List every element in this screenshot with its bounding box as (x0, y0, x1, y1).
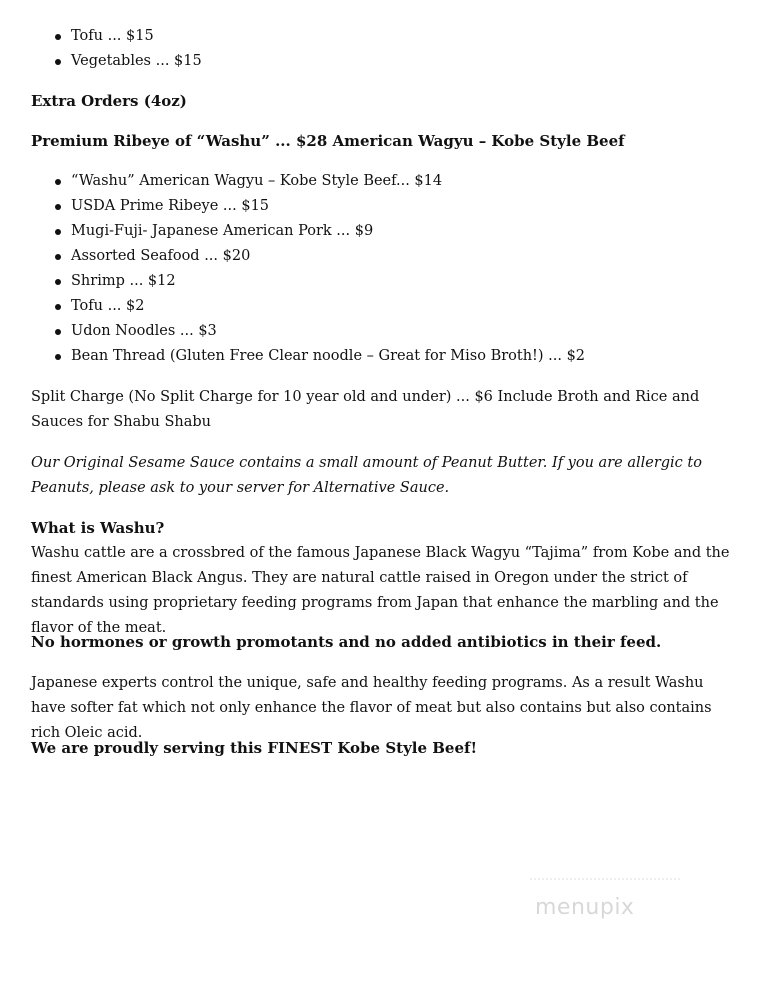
bullet-icon (55, 354, 61, 360)
item-text: Shrimp ... $12 (71, 273, 176, 289)
item-text: Vegetables ... $15 (71, 53, 202, 69)
item-text: USDA Prime Ribeye ... $15 (71, 198, 270, 214)
list-item (55, 269, 585, 294)
list-item (55, 294, 585, 319)
extra-orders-heading: Extra Orders (4oz) (31, 92, 187, 110)
bullet-icon (55, 59, 61, 65)
premium-ribeye-line: Premium Ribeye of “Washu” ... $28 American Wagyu – Kobe Style Beef (31, 132, 625, 150)
proudly-serving-statement: We are proudly serving this FINEST Kobe Style Beef! (31, 739, 478, 757)
item-text: Udon Noodles ... $3 (71, 323, 217, 339)
split-charge-text: Split Charge (No Split Charge for 10 year old and under) ... $6 Include Broth and Rice and Sauces for Shabu Shabu (31, 389, 700, 430)
item-text: Tofu ... $2 (71, 298, 145, 314)
menupix-watermark: menupix (535, 895, 635, 920)
item-text: “Washu” American Wagyu – Kobe Style Beef... $14 (71, 173, 443, 189)
bullet-icon (55, 254, 61, 260)
top-item-list (55, 24, 202, 74)
bullet-icon (55, 279, 61, 285)
list-item (55, 219, 585, 244)
experts-text: Japanese experts control the unique, safe and healthy feeding programs. As a result Washu have softer fat which not only enhance the flavor of meat but also contains but also contains rich Oleic acid. (31, 675, 712, 741)
bullet-icon (55, 229, 61, 235)
item-text: Tofu ... $15 (71, 28, 154, 44)
what-is-washu-heading: What is Washu? (31, 519, 165, 537)
list-item (55, 49, 202, 74)
washu-description: Washu cattle are a crossbred of the famous Japanese Black Wagyu “Tajima” from Kobe and the finest American Black Angus. They are natural cattle raised in Oregon under the strict of standards using proprietary feeding programs from Japan that enhance the marbling and the flavor of the meat. (31, 545, 730, 636)
item-text: Mugi-Fuji- Japanese American Pork ... $9 (71, 223, 374, 239)
list-item (55, 344, 585, 369)
allergy-note: Our Original Sesame Sauce contains a small amount of Peanut Butter. If you are allergic to Peanuts, please ask to your server for Alternative Sauce. (31, 455, 702, 496)
list-item (55, 24, 202, 49)
bullet-icon (55, 179, 61, 185)
extra-orders-list (55, 169, 585, 369)
no-hormones-statement: No hormones or growth promotants and no added antibiotics in their feed. (31, 633, 662, 651)
bullet-icon (55, 329, 61, 335)
item-text: Bean Thread (Gluten Free Clear noodle – Great for Miso Broth!) ... $2 (71, 348, 586, 364)
item-text: Assorted Seafood ... $20 (71, 248, 251, 264)
list-item (55, 244, 585, 269)
list-item (55, 319, 585, 344)
list-item (55, 169, 585, 194)
watermark-decoration (530, 878, 680, 886)
bullet-icon (55, 304, 61, 310)
bullet-icon (55, 204, 61, 210)
list-item (55, 194, 585, 219)
bullet-icon (55, 34, 61, 40)
